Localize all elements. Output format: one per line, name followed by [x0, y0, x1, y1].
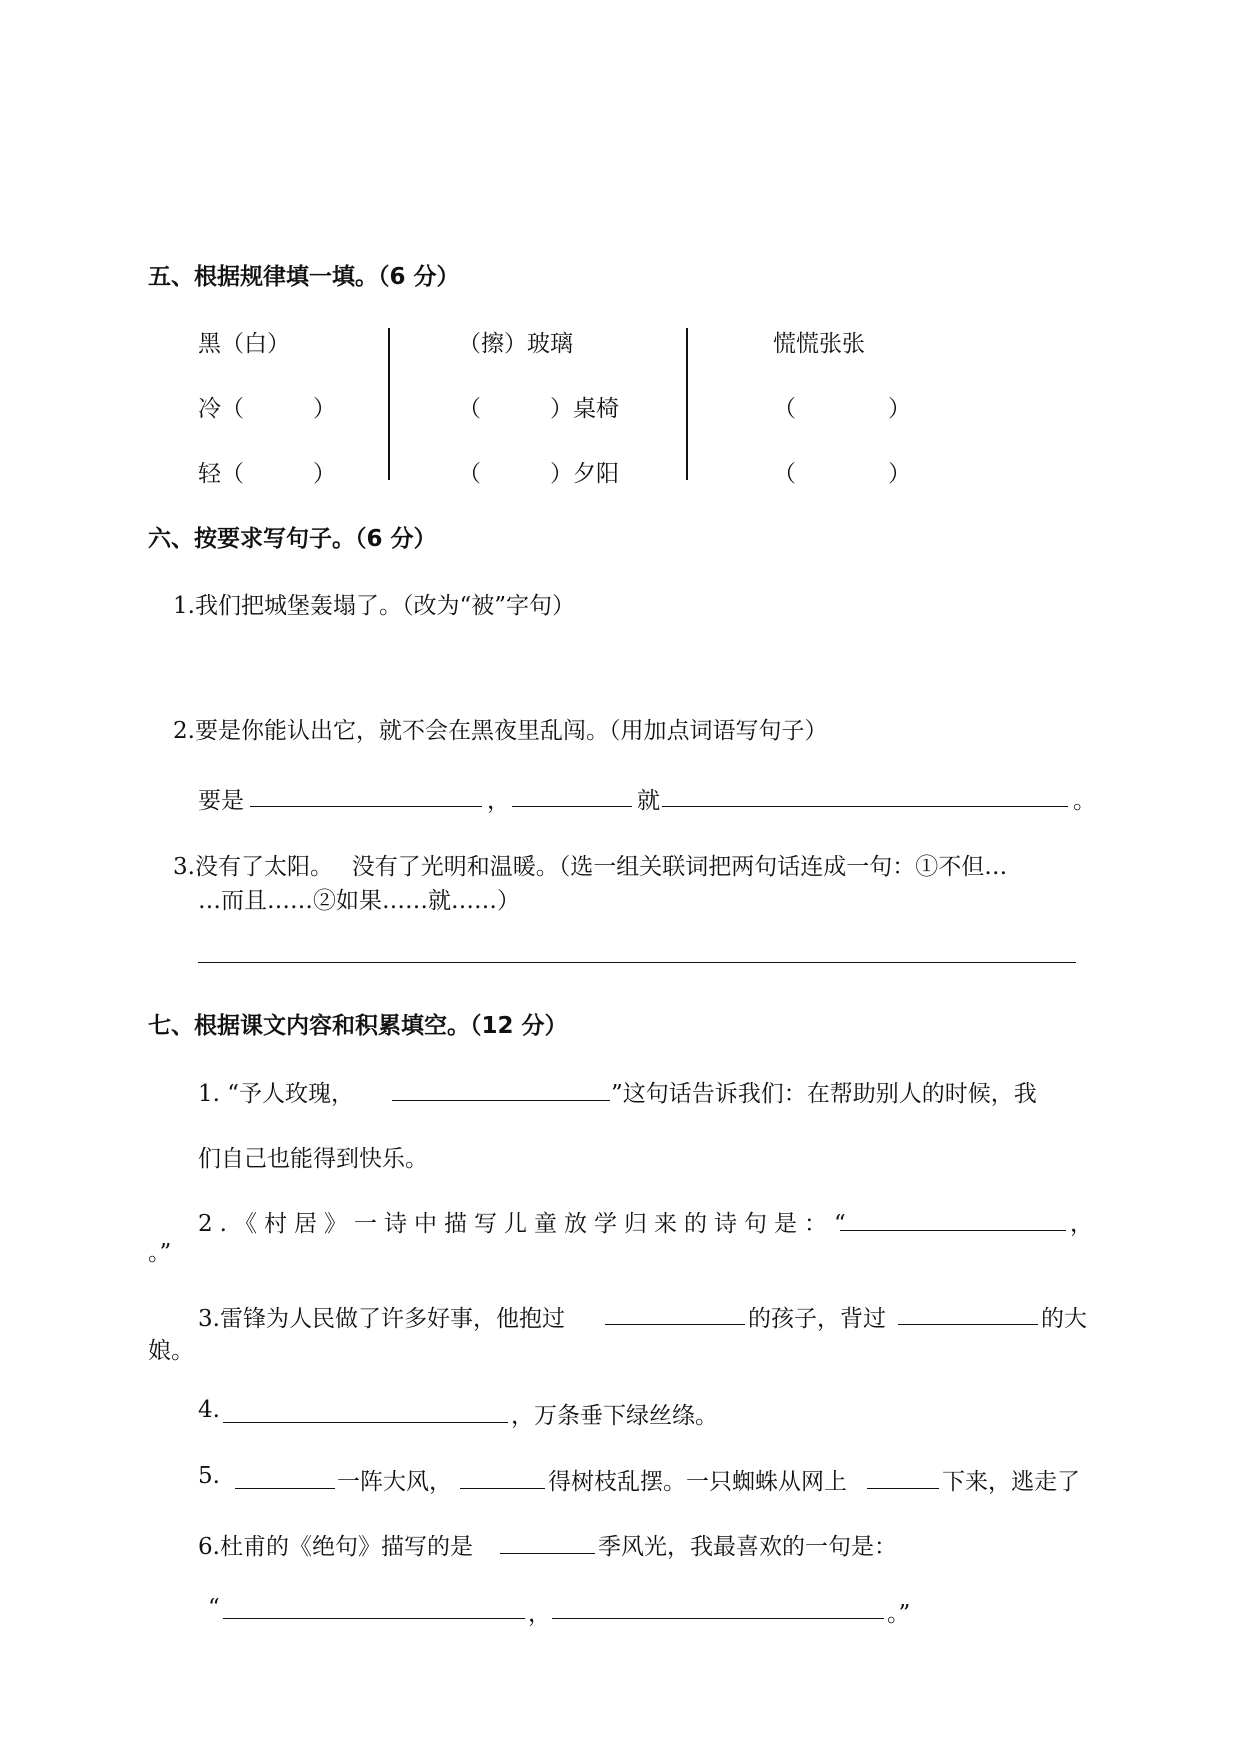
section7-title: 七、根据课文内容和积累填空。（12 分）: [148, 1013, 568, 1039]
question-text: 2.《村居》一诗中描写儿童放学归来的诗句是：“: [198, 1211, 853, 1237]
question-text: “: [208, 1595, 220, 1621]
answer-blank[interactable]: [392, 1100, 610, 1101]
pattern-item: 冷（ ）: [198, 396, 336, 422]
pattern-item: （ ）桌椅: [458, 396, 619, 422]
question-text: 。”: [887, 1601, 911, 1627]
question-text: 1.我们把城堡轰塌了。（改为“被”字句）: [173, 593, 575, 619]
question-text: 的大: [1041, 1306, 1087, 1332]
answer-blank[interactable]: [552, 1618, 884, 1619]
answer-text: 。: [1073, 788, 1096, 814]
question-text: 2.要是你能认出它，就不会在黑夜里乱闯。（用加点词语写句子）: [173, 718, 828, 744]
pattern-item: 慌慌张张: [773, 331, 865, 357]
question-text: ，: [528, 1601, 551, 1627]
section6-title: 六、按要求写句子。（6 分）: [148, 526, 437, 552]
answer-blank[interactable]: [235, 1488, 335, 1489]
question-text: …而且……②如果……就……）: [198, 888, 520, 914]
column-divider: [388, 328, 390, 480]
question-text: 们自己也能得到快乐。: [198, 1146, 428, 1172]
answer-blank[interactable]: [605, 1324, 745, 1325]
pattern-item: 黑（白）: [198, 331, 290, 357]
answer-blank[interactable]: [250, 806, 482, 807]
pattern-item: （ ）: [773, 396, 911, 422]
answer-blank[interactable]: [840, 1230, 1066, 1231]
question-text: 季风光，我最喜欢的一句是：: [598, 1534, 897, 1560]
question-text: 娘。: [148, 1338, 194, 1364]
answer-blank[interactable]: [867, 1488, 939, 1489]
question-text: ，: [1070, 1211, 1093, 1237]
answer-text: 要是: [198, 788, 244, 814]
pattern-item: （擦）玻璃: [458, 331, 573, 357]
answer-blank[interactable]: [500, 1553, 595, 1554]
question-text: 的孩子，背过: [748, 1306, 886, 1332]
column-divider: [686, 328, 688, 480]
pattern-item: 轻（ ）: [198, 461, 336, 487]
question-text: ，万条垂下绿丝绦。: [511, 1403, 718, 1429]
pattern-item: （ ）夕阳: [458, 461, 619, 487]
question-text: 下来，逃走了: [942, 1469, 1080, 1495]
question-text: 3.雷锋为人民做了许多好事，他抱过: [198, 1306, 565, 1332]
question-text: 一阵大风，: [337, 1469, 452, 1495]
question-text: 5.: [198, 1463, 220, 1489]
answer-line[interactable]: [198, 962, 1076, 963]
question-text: 1. “予人玫瑰，: [198, 1081, 355, 1107]
answer-text: 就: [637, 788, 660, 814]
answer-text: ，: [487, 788, 510, 814]
answer-blank[interactable]: [662, 806, 1068, 807]
pattern-item: （ ）: [773, 461, 911, 487]
question-text: 。”: [148, 1240, 172, 1266]
answer-blank[interactable]: [512, 806, 632, 807]
question-text: ”这句话告诉我们：在帮助别人的时候，我: [611, 1081, 1037, 1107]
answer-blank[interactable]: [223, 1422, 508, 1423]
answer-blank[interactable]: [460, 1488, 545, 1489]
question-text: 4.: [198, 1397, 220, 1423]
question-text: 3.没有了太阳。 没有了光明和温暖。（选一组关联词把两句话连成一句：①不但…: [173, 854, 1008, 880]
question-text: 得树枝乱摆。一只蜘蛛从网上: [548, 1469, 847, 1495]
section5-title: 五、根据规律填一填。（6 分）: [148, 264, 460, 290]
answer-blank[interactable]: [898, 1324, 1038, 1325]
answer-blank[interactable]: [223, 1618, 525, 1619]
question-text: 6.杜甫的《绝句》描写的是: [198, 1534, 473, 1560]
